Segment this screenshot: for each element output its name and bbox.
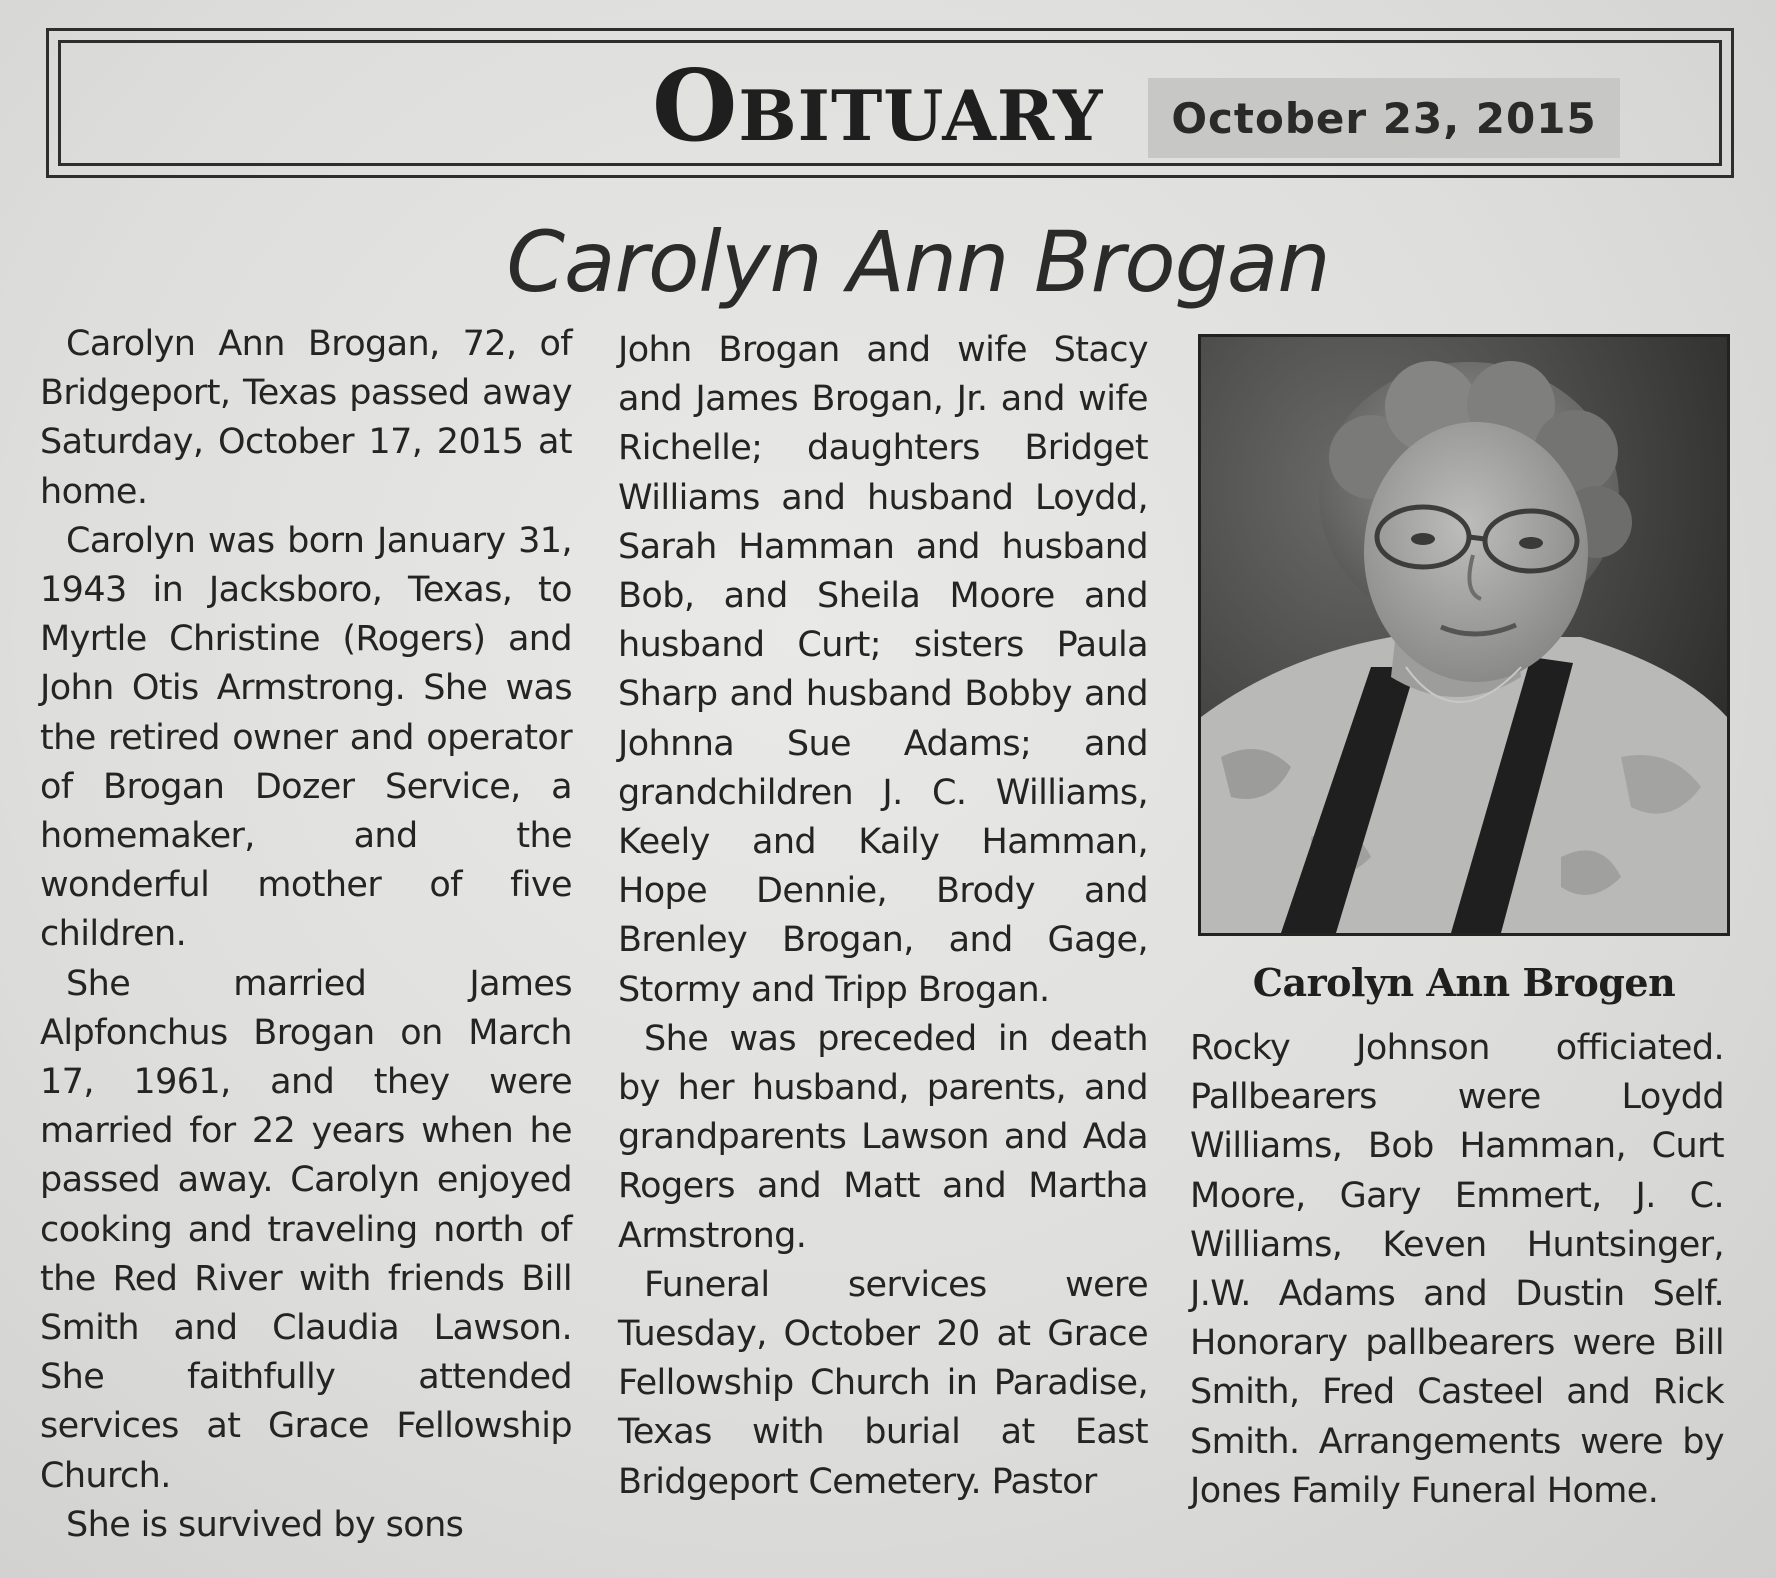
text-column-3 [1190, 1024, 1724, 1516]
photo-caption: Carolyn Ann Brogen [1252, 960, 1676, 1005]
portrait-photo [1198, 334, 1730, 936]
text-column-2 [618, 326, 1148, 1507]
paragraph: She is survived by sons [66, 1504, 464, 1545]
masthead-title: Obituary [652, 49, 1104, 164]
text-column-1 [40, 320, 572, 1550]
obituary-headline: Carolyn Ann Brogan [506, 213, 1330, 311]
paragraph: She was preceded in death by her husband, parents, and grandparents Lawson and Ada Rogers and Matt and Martha Armstrong. [618, 1018, 1148, 1256]
portrait-image [1201, 337, 1727, 933]
paragraph: She married James Alpfonchus Brogan on March 17, 1961, and they were married for 22 years when he passed away. Carolyn enjoyed cooking and traveling north of the Red River with friends Bill Smith and Claudia Lawson. She faithfully attended services at Grace Fellowship Church. [40, 963, 572, 1496]
paragraph: Rocky Johnson officiated. Pallbearers were Loydd Williams, Bob Hamman, Curt Moore, Gary Emmert, J. C. Williams, Keven Huntsinger, J.W. Adams and Dustin Self. Honorary pallbearers were Bill Smith, Fred Casteel and Rick Smith. Arrangements were by Jones Family Funeral Home. [1190, 1028, 1724, 1511]
paragraph: John Brogan and wife Stacy and James Brogan, Jr. and wife Richelle; daughters Bridget Williams and husband Loydd, Sarah Hamman and husband Bob, and Sheila Moore and husband Curt; sisters Paula Sharp and husband Bobby and Johnna Sue Adams; and grandchildren J. C. Williams, Keely and Kaily Hamman, Hope Dennie, Brody and Brenley Brogan, and Gage, Stormy and Tripp Brogan. [618, 330, 1148, 1010]
publication-date: October 23, 2015 [1148, 78, 1620, 158]
paragraph: Funeral services were Tuesday, October 20 at Grace Fellowship Church in Paradise, Texas with burial at East Bridgeport Cemetery. Pastor [618, 1264, 1148, 1502]
paragraph: Carolyn Ann Brogan, 72, of Bridgeport, Texas passed away Saturday, October 17, 2015 at home. [40, 324, 572, 512]
paragraph: Carolyn was born January 31, 1943 in Jacksboro, Texas, to Myrtle Christine (Rogers) and John Otis Armstrong. She was the retired owner and operator of Brogan Dozer Service, a homemaker, and the wonderful mother of five children. [40, 520, 572, 955]
